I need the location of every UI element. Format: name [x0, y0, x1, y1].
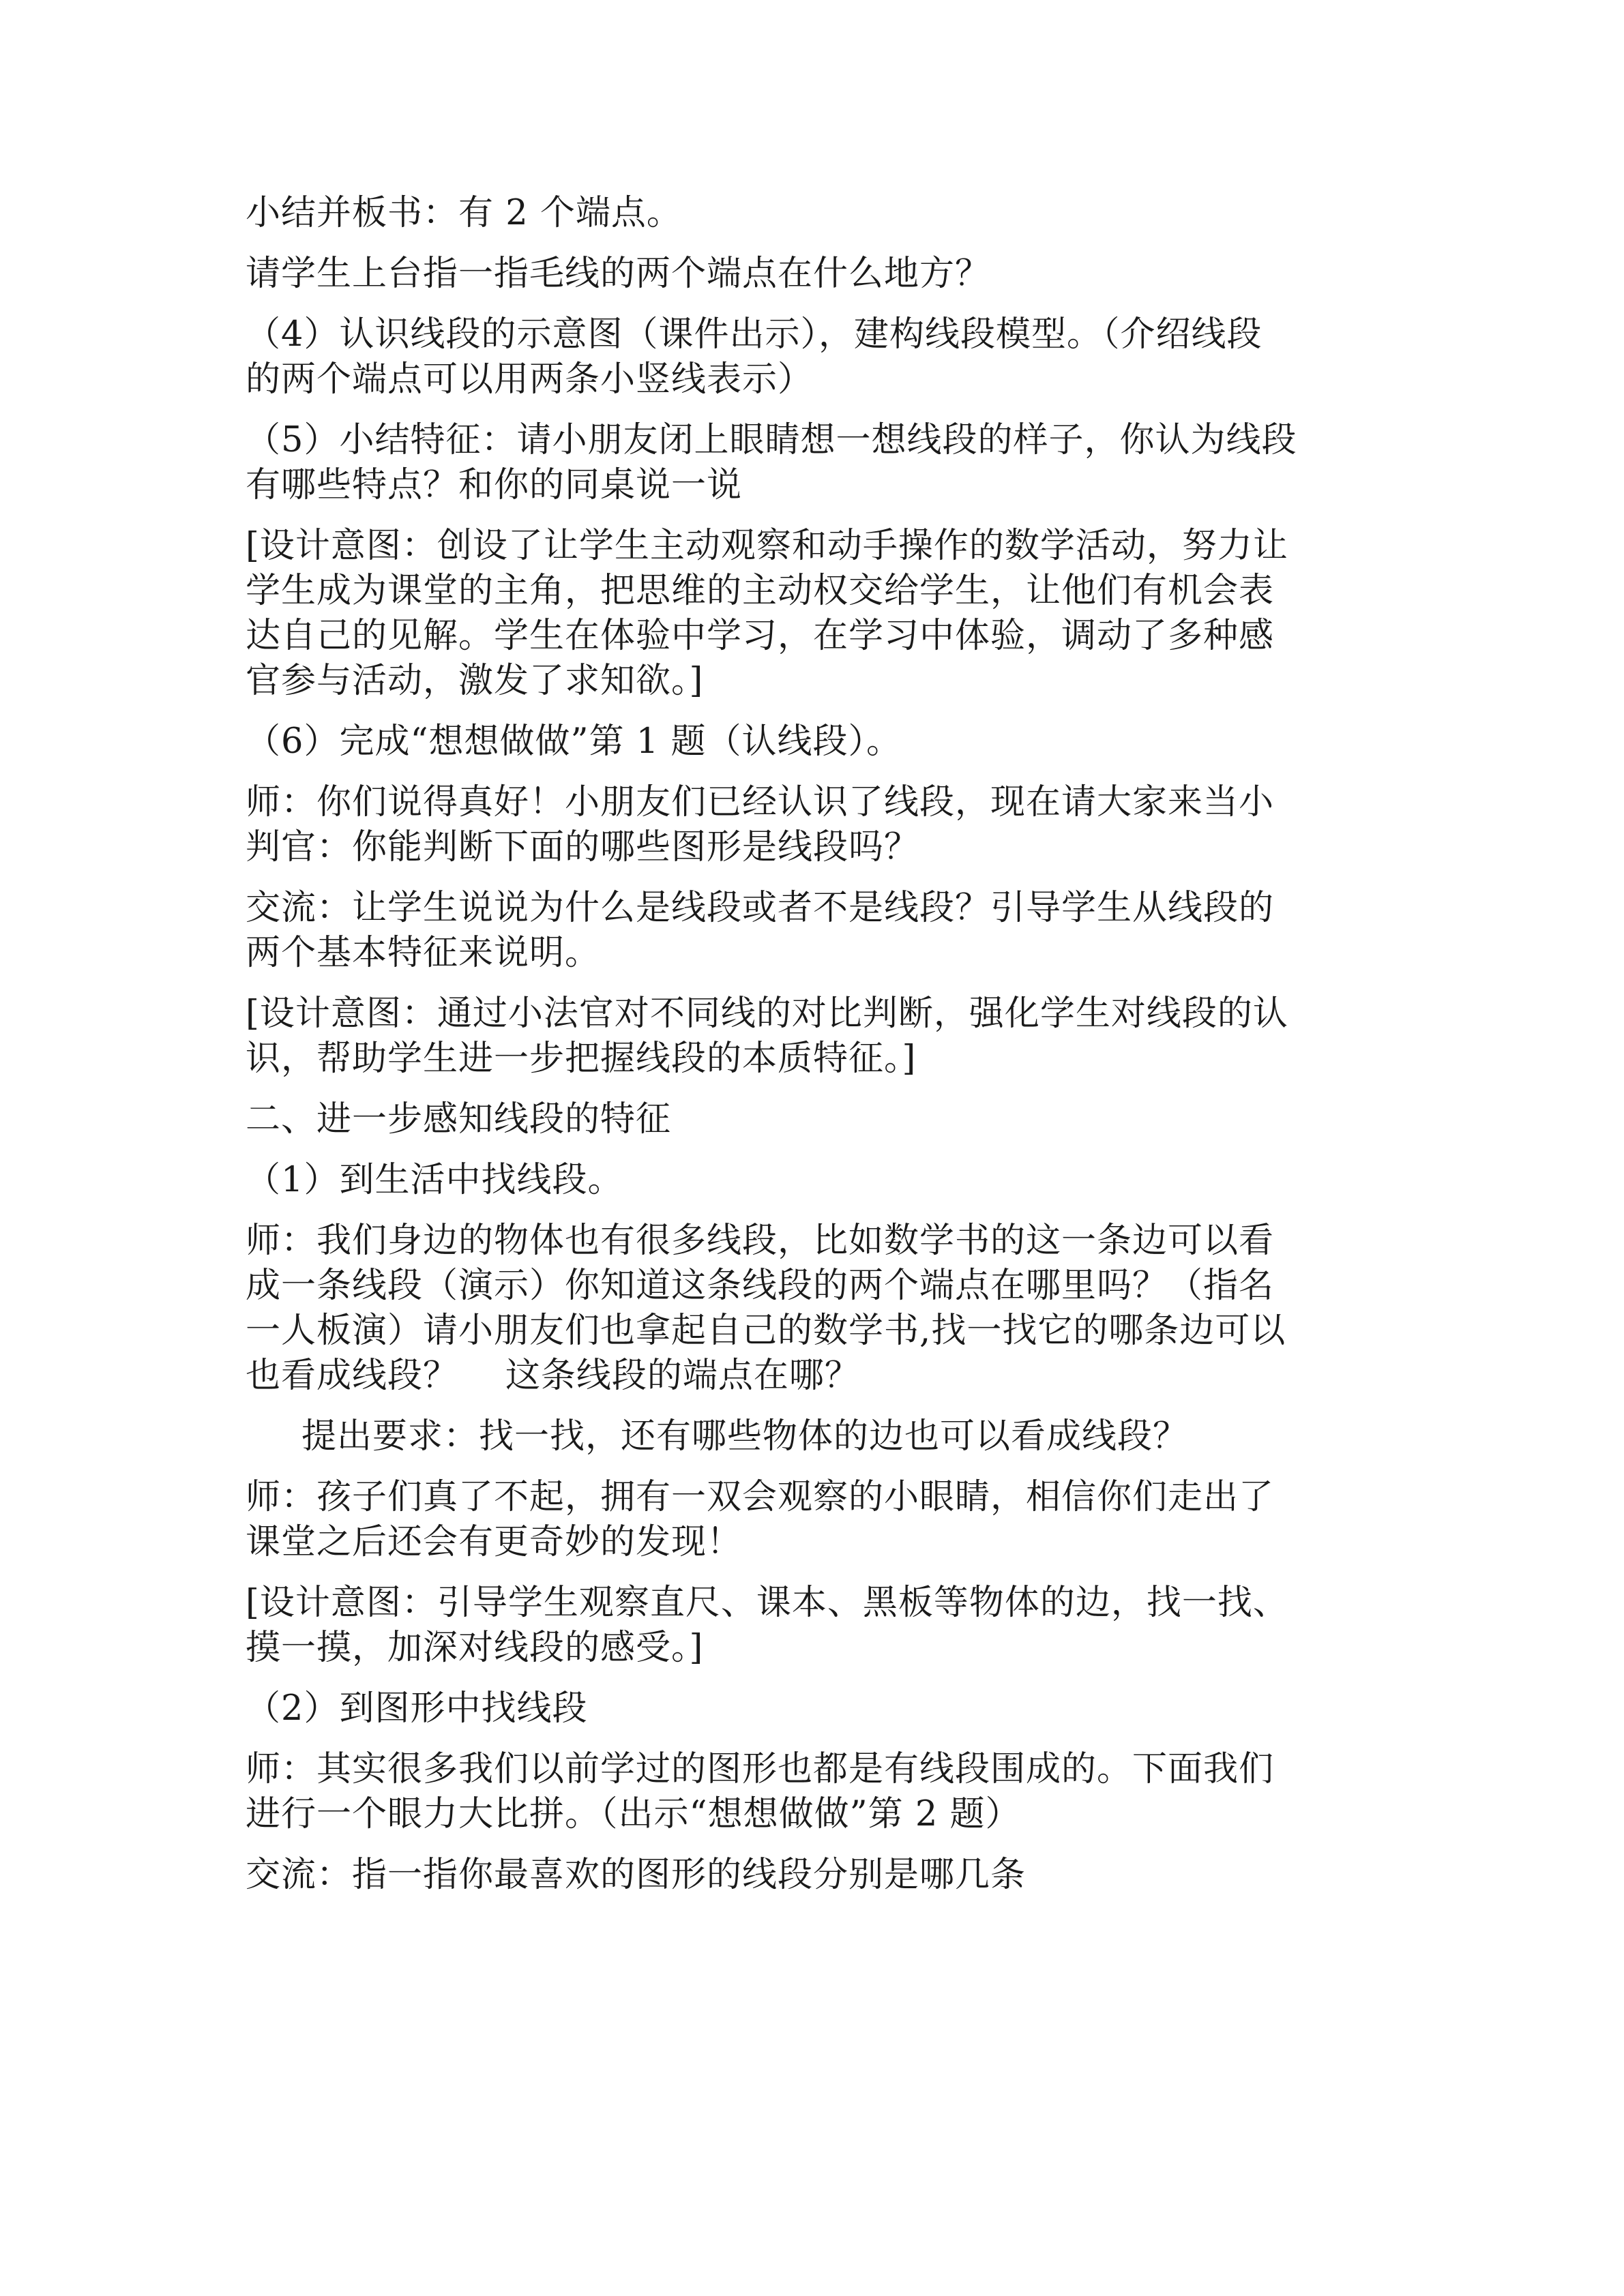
paragraph-step-5: （5）小结特征：请小朋友闭上眼睛想一想线段的样子，你认为线段 有哪些特点？和你的同桌说一说	[246, 420, 1297, 505]
paragraph-teacher-shapes: 师：其实很多我们以前学过的图形也都是有线段围成的。下面我们 进行一个眼力大比拼。（出示“想想做做”第 2 题）	[246, 1749, 1275, 1834]
paragraph-teacher-praise: 师：孩子们真了不起，拥有一双会观察的小眼睛，相信你们走出了 课堂之后还会有更奇妙的发现！	[246, 1477, 1275, 1562]
paragraph-summary-endpoints: 小结并板书：有 2 个端点。	[246, 193, 682, 233]
paragraph-step-4: （4）认识线段的示意图（课件出示），建构线段模型。（介绍线段 的两个端点可以用两条小竖线表示）	[246, 314, 1263, 400]
paragraph-design-intent-2: [设计意图：通过小法官对不同线的对比判断，强化学生对线段的认 识，帮助学生进一步把握线段的本质特征。]	[246, 994, 1288, 1079]
paragraph-find-in-life: （1）到生活中找线段。	[246, 1160, 623, 1200]
paragraph-step-6: （6）完成“想想做做”第 1 题（认线段）。	[246, 721, 902, 762]
section-heading-2: 二、进一步感知线段的特征	[246, 1099, 672, 1139]
paragraph-student-point: 请学生上台指一指毛线的两个端点在什么地方？	[246, 254, 991, 294]
paragraph-teacher-judge: 师：你们说得真好！小朋友们已经认识了线段，现在请大家来当小 判官：你能判断下面的哪些图形是线段吗？	[246, 782, 1275, 867]
paragraph-discussion-1: 交流：让学生说说为什么是线段或者不是线段？引导学生从线段的 两个基本特征来说明。	[246, 888, 1275, 973]
paragraph-requirement: 提出要求：找一找，还有哪些物体的边也可以看成线段？	[301, 1416, 1189, 1457]
paragraph-design-intent-1: [设计意图：创设了让学生主动观察和动手操作的数学活动，努力让 学生成为课堂的主角，把思维的主动权交给学生，让他们有机会表 达自己的见解。学生在体验中学习，在学习中体验，调动了多种感 官参与活动，激发了求知欲。]	[246, 526, 1288, 701]
paragraph-discussion-2: 交流：指一指你最喜欢的图形的线段分别是哪几条	[246, 1855, 1027, 1895]
paragraph-design-intent-3: [设计意图：引导学生观察直尺、课本、黑板等物体的边，找一找、 摸一摸，加深对线段的感受。]	[246, 1583, 1288, 1668]
document-page	[246, 191, 1378, 1913]
paragraph-find-in-shapes: （2）到图形中找线段	[246, 1688, 588, 1729]
paragraph-teacher-book-edge: 师：我们身边的物体也有很多线段，比如数学书的这一条边可以看 成一条线段（演示）你知道这条线段的两个端点在哪里吗？（指名 一人板演）请小朋友们也拿起自己的数学书,找一找它的哪条边可以 也看成线段？ 这条线段的端点在哪？	[246, 1221, 1286, 1396]
